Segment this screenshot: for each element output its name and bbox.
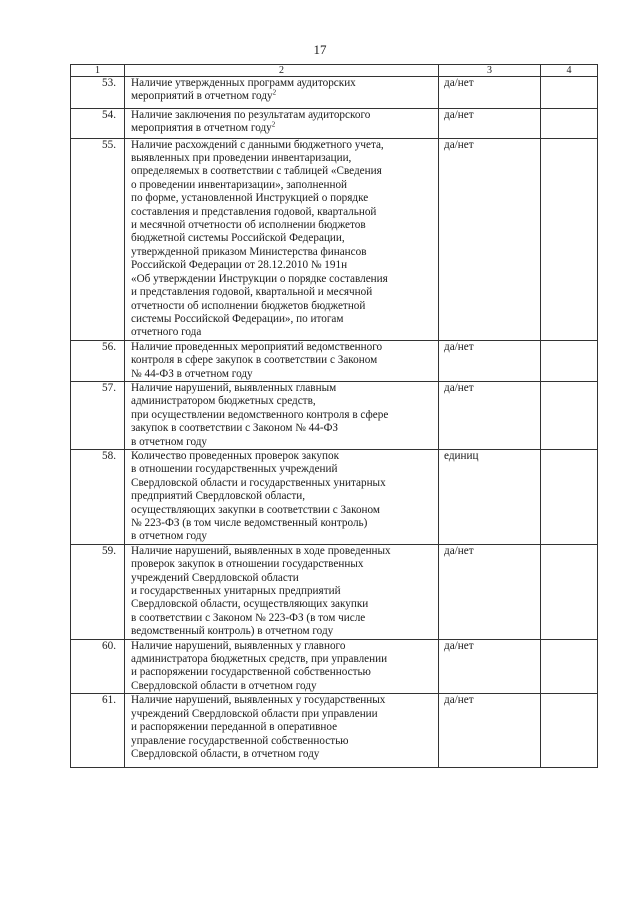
description-line: [131, 368, 435, 381]
description-line: [131, 90, 435, 103]
line-text: по форме, установленной Инструкцией о порядке: [131, 192, 369, 205]
description-line: [131, 490, 435, 503]
indicator-description: [125, 77, 439, 109]
line-text: мероприятия в отчетном году: [131, 122, 272, 135]
page-number: 17: [313, 42, 327, 57]
description-line: [131, 341, 435, 354]
line-text: и распоряжении государственной собственностью: [131, 666, 371, 679]
line-text: Свердловской области в отчетном году: [131, 679, 317, 692]
line-text: в отчетном году: [131, 435, 208, 448]
description-line: [131, 273, 435, 286]
description-line: [131, 313, 435, 326]
line-text: о проведении инвентаризации», заполненной: [131, 178, 348, 191]
description-line: [131, 259, 435, 272]
description-line: [131, 504, 435, 517]
line-text: предприятий Свердловской области,: [131, 490, 306, 503]
row-number: 57.: [71, 381, 125, 449]
indicator-description: [125, 544, 439, 639]
empty-cell: [541, 340, 598, 381]
description-line: [131, 735, 435, 748]
row-number: 53.: [71, 77, 125, 109]
description-line: [131, 139, 435, 152]
line-text: Свердловской области, осуществляющих закупки: [131, 598, 369, 611]
line-text: Наличие заключения по результатам аудиторского: [131, 108, 371, 121]
description-line: [131, 463, 435, 476]
unit-value: да/нет: [439, 340, 541, 381]
unit-value: да/нет: [439, 694, 541, 768]
line-text: ведомственный контроль) в отчетном году: [131, 625, 334, 638]
line-text: в отношении государственных учреждений: [131, 463, 338, 476]
indicator-description: [125, 381, 439, 449]
description-line: [131, 122, 435, 135]
line-text: отчетности об исполнении бюджетов бюджетной: [131, 299, 366, 312]
line-text: проверок закупок в отношении государственных: [131, 558, 364, 571]
table-row: [71, 340, 598, 381]
line-text: управление государственной собственностью: [131, 734, 349, 747]
line-text: определяемых в соответствии с таблицей «Сведения: [131, 165, 382, 178]
footnote-marker: 2: [272, 88, 277, 97]
table-row: [71, 544, 598, 639]
line-text: Наличие нарушений, выявленных в ходе проведенных: [131, 544, 391, 557]
description-line: [131, 545, 435, 558]
line-text: Количество проведенных проверок закупок: [131, 449, 340, 462]
description-line: [131, 450, 435, 463]
description-line: [131, 585, 435, 598]
line-text: выявленных при проведении инвентаризации,: [131, 152, 352, 165]
unit-value: да/нет: [439, 108, 541, 138]
table-row: [71, 77, 598, 109]
description-line: [131, 694, 435, 707]
table-row: [71, 108, 598, 138]
description-line: [131, 422, 435, 435]
indicator-description: [125, 639, 439, 694]
table-row: [71, 639, 598, 694]
line-text: «Об утверждении Инструкции о порядке составления: [131, 272, 388, 285]
description-line: [131, 530, 435, 543]
indicator-description: [125, 108, 439, 138]
indicator-description: [125, 694, 439, 768]
line-text: составления и представления годовой, квартальной: [131, 205, 377, 218]
unit-value: да/нет: [439, 138, 541, 340]
row-number: 54.: [71, 108, 125, 138]
unit-value: да/нет: [439, 381, 541, 449]
description-line: [131, 558, 435, 571]
empty-cell: [541, 694, 598, 768]
line-text: Наличие нарушений, выявленных у главного: [131, 639, 346, 652]
description-line: [131, 625, 435, 638]
line-text: при осуществлении ведомственного контроля в сфере: [131, 408, 389, 421]
description-line: [131, 395, 435, 408]
description-line: [131, 572, 435, 585]
description-line: [131, 748, 435, 761]
description-line: [131, 354, 435, 367]
description-line: [131, 680, 435, 693]
row-number: 59.: [71, 544, 125, 639]
table-header-row: [71, 65, 598, 77]
table-row: [71, 449, 598, 544]
line-text: № 44-ФЗ в отчетном году: [131, 367, 253, 380]
empty-cell: [541, 138, 598, 340]
indicators-table: [70, 64, 598, 768]
description-line: [131, 666, 435, 679]
row-number: 60.: [71, 639, 125, 694]
line-text: учреждений Свердловской области при управлении: [131, 707, 378, 720]
description-line: [131, 517, 435, 530]
table-row: [71, 138, 598, 340]
column-header: 3: [439, 65, 541, 77]
description-line: [131, 109, 435, 122]
unit-value: да/нет: [439, 639, 541, 694]
column-header: 2: [125, 65, 439, 77]
description-line: [131, 192, 435, 205]
line-text: мероприятий в отчетном году: [131, 90, 273, 103]
column-header: 1: [71, 65, 125, 77]
line-text: Свердловской области, в отчетном году: [131, 747, 320, 760]
line-text: утвержденной приказом Министерства финансов: [131, 245, 367, 258]
empty-cell: [541, 449, 598, 544]
row-number: 55.: [71, 138, 125, 340]
row-number: 58.: [71, 449, 125, 544]
description-line: [131, 409, 435, 422]
line-text: и представления годовой, квартальной и месячной: [131, 286, 373, 299]
description-line: [131, 477, 435, 490]
description-line: [131, 77, 435, 90]
line-text: системы Российской Федерации», по итогам: [131, 312, 344, 325]
line-text: отчетного года: [131, 326, 202, 339]
description-line: [131, 721, 435, 734]
row-number: 61.: [71, 694, 125, 768]
line-text: в отчетном году: [131, 530, 208, 543]
empty-cell: [541, 381, 598, 449]
empty-cell: [541, 639, 598, 694]
description-line: [131, 326, 435, 339]
line-text: администратора бюджетных средств, при управлении: [131, 653, 388, 666]
description-line: [131, 300, 435, 313]
line-text: № 223-ФЗ (в том числе ведомственный контроль): [131, 517, 368, 529]
line-text: Российской Федерации от 28.12.2010 № 191н: [131, 259, 348, 272]
line-text: учреждений Свердловской области: [131, 571, 299, 584]
table-row: [71, 694, 598, 768]
description-line: [131, 179, 435, 192]
description-line: [131, 206, 435, 219]
footnote-marker: 2: [271, 120, 276, 129]
column-header: 4: [541, 65, 598, 77]
empty-cell: [541, 108, 598, 138]
unit-value: да/нет: [439, 77, 541, 109]
unit-value: единиц: [439, 449, 541, 544]
description-line: [131, 219, 435, 232]
line-text: и распоряжении переданной в оперативное: [131, 721, 338, 734]
line-text: закупок в соответствии с Законом № 44-ФЗ: [131, 422, 339, 435]
description-line: [131, 598, 435, 611]
description-line: [131, 436, 435, 449]
line-text: бюджетной системы Российской Федерации,: [131, 232, 345, 245]
indicator-description: [125, 340, 439, 381]
unit-value: да/нет: [439, 544, 541, 639]
description-line: [131, 232, 435, 245]
description-line: [131, 152, 435, 165]
line-text: администратором бюджетных средств,: [131, 395, 316, 408]
description-line: [131, 246, 435, 259]
line-text: и месячной отчетности об исполнении бюджетов: [131, 219, 366, 232]
description-line: [131, 286, 435, 299]
empty-cell: [541, 544, 598, 639]
line-text: в соответствии с Законом № 223-ФЗ (в том числе: [131, 611, 366, 624]
description-line: [131, 165, 435, 178]
line-text: Наличие проведенных мероприятий ведомственного: [131, 340, 383, 353]
line-text: контроля в сфере закупок в соответствии с Законом: [131, 354, 378, 367]
table-row: [71, 381, 598, 449]
indicator-description: [125, 138, 439, 340]
description-line: [131, 640, 435, 653]
line-text: Свердловской области и государственных унитарных: [131, 476, 386, 489]
description-line: [131, 382, 435, 395]
line-text: Наличие утвержденных программ аудиторских: [131, 77, 356, 89]
row-number: 56.: [71, 340, 125, 381]
description-line: [131, 708, 435, 721]
empty-cell: [541, 77, 598, 109]
line-text: Наличие нарушений, выявленных главным: [131, 381, 337, 394]
indicator-description: [125, 449, 439, 544]
description-line: [131, 612, 435, 625]
line-text: Наличие расхождений с данными бюджетного учета,: [131, 138, 384, 151]
line-text: и государственных унитарных предприятий: [131, 585, 341, 598]
description-line: [131, 653, 435, 666]
line-text: осуществляющих закупки в соответствии с Законом: [131, 503, 381, 516]
line-text: Наличие нарушений, выявленных у государственных: [131, 694, 386, 707]
